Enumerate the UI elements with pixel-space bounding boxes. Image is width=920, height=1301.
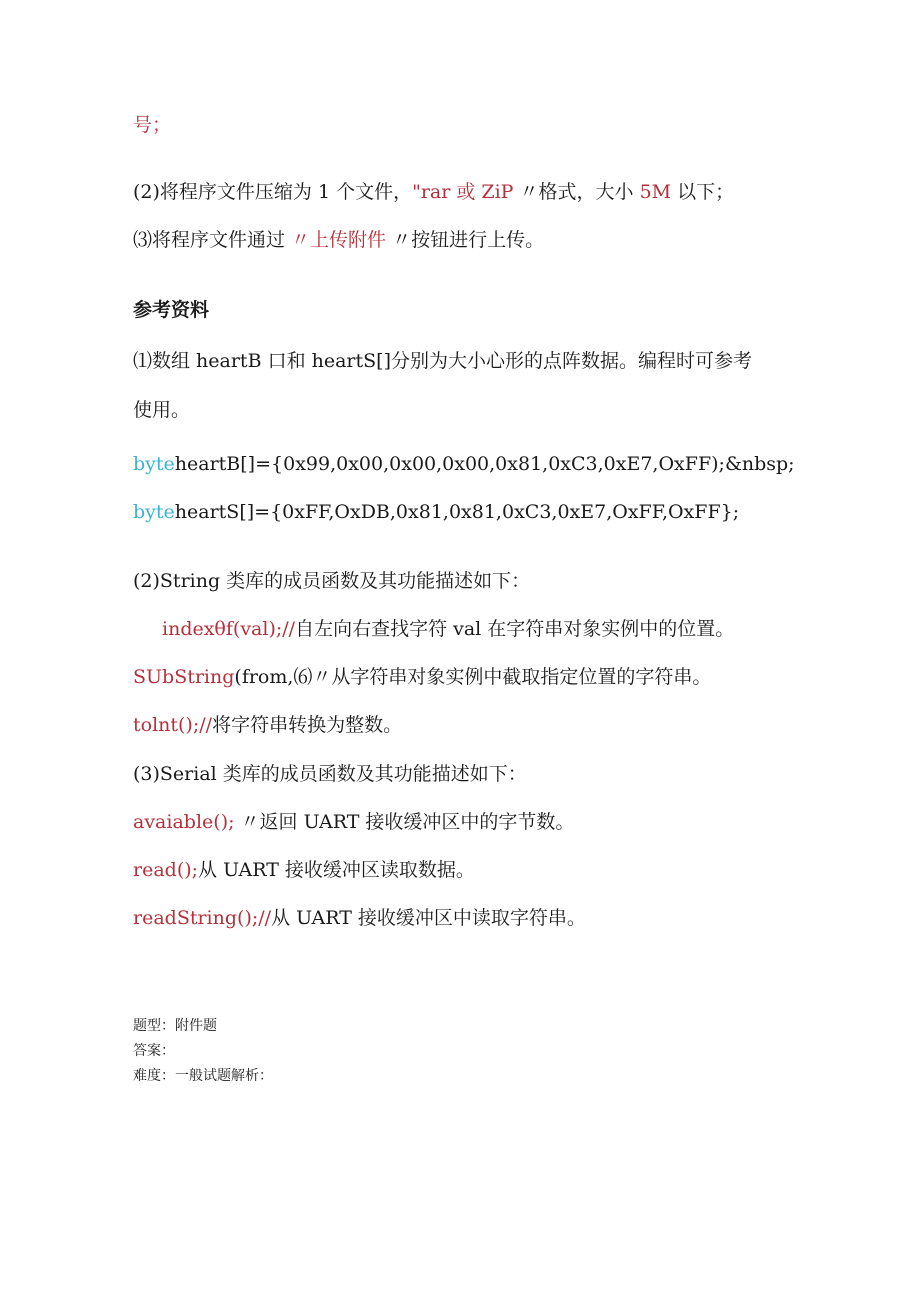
compress-format: "rar 或 ZiP [412, 181, 514, 203]
fn-substring [133, 664, 711, 690]
reference-heading [133, 297, 209, 323]
fn-toint-desc: 将字符串转换为整数。 [212, 714, 403, 736]
reference-title: 参考资料 [133, 299, 210, 321]
reference-item-1-text-b: 使用。 [133, 399, 191, 421]
fn-toint [133, 712, 402, 738]
reference-item-1-cont [133, 397, 190, 423]
string-class-title: (2)String 类库的成员函数及其功能描述如下： [133, 570, 531, 592]
instruction-upload [133, 227, 544, 253]
fn-substring-name: SUbString [133, 666, 235, 688]
reference-item-1-text: ⑴数组 heartB 口和 heartS[]分别为大小心形的点阵数据。编程时可参考 [133, 350, 752, 372]
meta-difficulty: 难度：一般试题解析： [133, 1068, 273, 1084]
compress-text-c: 〃格式，大小 [513, 181, 640, 203]
serial-class-heading [133, 761, 527, 787]
hao-text: 号； [133, 114, 172, 136]
code-keyword: byte [133, 453, 175, 475]
fn-read-desc: 从 UART 接收缓冲区读取数据。 [198, 859, 475, 881]
upload-text-a: ⑶将程序文件通过 [133, 229, 286, 251]
fn-indexof [162, 616, 734, 642]
fn-available [133, 809, 574, 835]
fn-readstring-desc: 从 UART 接收缓冲区中读取字符串。 [271, 907, 586, 929]
code-body: heartS[]={0xFF,OxDB,0x81,0x81,0xC3,0xE7,OxFF,OxFF}; [174, 501, 740, 523]
fn-read [133, 857, 475, 883]
upload-button-ref: 〃上传附件 [285, 229, 387, 251]
serial-class-title: (3)Serial 类库的成员函数及其功能描述如下： [133, 763, 527, 785]
meta-question-type: 题型：附件题 [133, 1018, 217, 1034]
string-class-heading [133, 568, 530, 594]
fn-readstring [133, 905, 586, 931]
fn-toint-name: tolnt();// [133, 714, 213, 736]
reference-item-1 [133, 348, 752, 374]
code-body: heartB[]={0x99,0x00,0x00,0x00,0x81,0xC3,0xE7,OxFF);&nbsp; [174, 453, 795, 475]
code-keyword: byte [133, 501, 175, 523]
upload-text-c: 〃按钮进行上传。 [386, 229, 545, 251]
compress-text-e: 以下； [671, 181, 735, 203]
compress-text-a: (2)将程序文件压缩为 1 个文件， [133, 181, 413, 203]
fn-available-name: avaiable(); [133, 811, 235, 833]
instruction-compress [133, 179, 734, 205]
compress-size: 5M [639, 181, 672, 203]
code-line-heartB [133, 451, 795, 477]
text-line-hao [133, 112, 171, 138]
meta-answer: 答案： [133, 1043, 175, 1059]
fn-available-desc: 〃返回 UART 接收缓冲区中的字节数。 [234, 811, 575, 833]
fn-read-name: read(); [133, 859, 199, 881]
code-line-heartS [133, 499, 739, 525]
fn-substring-desc: (from,⑹〃从字符串对象实例中截取指定位置的字符串。 [234, 666, 712, 688]
fn-readstring-name: readString();// [133, 907, 272, 929]
fn-indexof-desc: 自左向右查找字符 val 在字符串对象实例中的位置。 [295, 618, 735, 640]
fn-indexof-name: indexθf(val);// [162, 618, 296, 640]
